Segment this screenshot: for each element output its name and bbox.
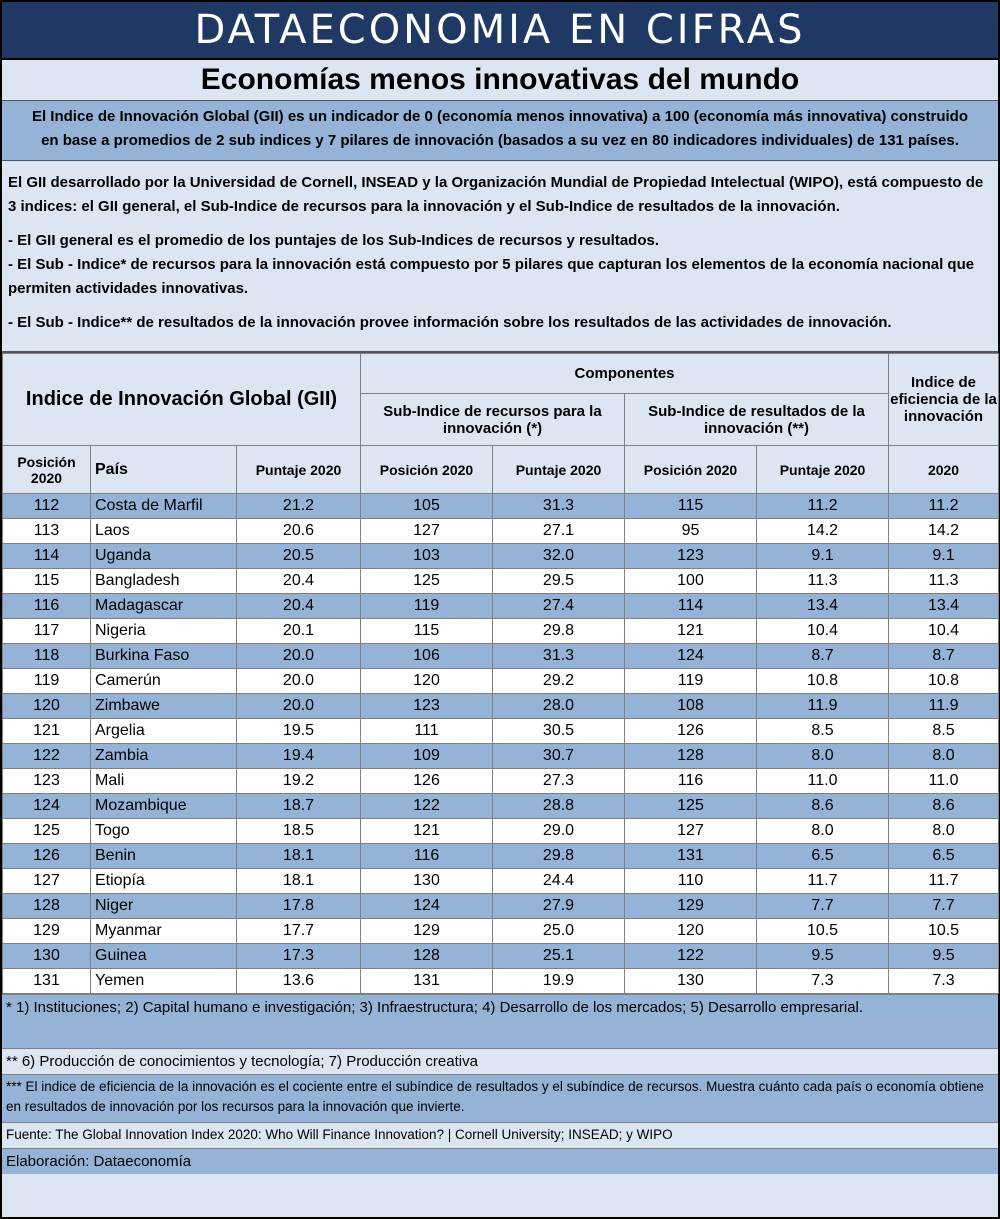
table-row	[3, 894, 999, 919]
cell-score: 20.6	[237, 519, 361, 544]
cell-input-score: 28.8	[493, 794, 625, 819]
cell-score: 19.2	[237, 769, 361, 794]
table-row	[3, 744, 999, 769]
cell-input-score: 27.4	[493, 594, 625, 619]
cell-input-score: 19.9	[493, 969, 625, 994]
cell-output-position: 108	[625, 694, 757, 719]
cell-input-score: 28.0	[493, 694, 625, 719]
cell-country: Madagascar	[91, 594, 237, 619]
credit-note: Elaboración: Dataeconomía	[2, 1148, 998, 1174]
cell-input-position: 129	[361, 919, 493, 944]
cell-output-score: 8.0	[757, 819, 889, 844]
cell-score: 20.0	[237, 644, 361, 669]
cell-input-position: 123	[361, 694, 493, 719]
cell-output-score: 11.9	[757, 694, 889, 719]
cell-output-position: 125	[625, 794, 757, 819]
cell-input-position: 111	[361, 719, 493, 744]
efficiency-header: Indice de eficiencia de la innovación	[889, 354, 999, 446]
cell-output-position: 124	[625, 644, 757, 669]
cell-score: 18.7	[237, 794, 361, 819]
col-header-input-position: Posición 2020	[361, 446, 493, 494]
cell-output-score: 8.7	[757, 644, 889, 669]
cell-country: Bangladesh	[91, 569, 237, 594]
cell-efficiency: 8.6	[889, 794, 999, 819]
cell-country: Camerún	[91, 669, 237, 694]
table-row	[3, 844, 999, 869]
cell-input-score: 27.3	[493, 769, 625, 794]
cell-efficiency: 8.0	[889, 819, 999, 844]
cell-input-position: 124	[361, 894, 493, 919]
table-row	[3, 494, 999, 519]
description	[2, 161, 998, 353]
cell-input-position: 130	[361, 869, 493, 894]
cell-efficiency: 11.0	[889, 769, 999, 794]
page-title: Economías menos innovativas del mundo	[2, 60, 998, 101]
col-header-score: Puntaje 2020	[237, 446, 361, 494]
table-row	[3, 519, 999, 544]
cell-score: 17.7	[237, 919, 361, 944]
cell-score: 20.0	[237, 669, 361, 694]
cell-position: 114	[3, 544, 91, 569]
cell-output-position: 130	[625, 969, 757, 994]
cell-output-position: 127	[625, 819, 757, 844]
cell-country: Guinea	[91, 944, 237, 969]
cell-country: Burkina Faso	[91, 644, 237, 669]
cell-input-position: 125	[361, 569, 493, 594]
cell-efficiency: 11.2	[889, 494, 999, 519]
cell-output-position: 110	[625, 869, 757, 894]
desc-paragraph-3: - El Sub - Indice* de recursos para la innovación está compuesto por 5 pilares que capturan los elementos de la economía nacional que permiten actividades innovativas.	[8, 256, 975, 297]
cell-output-score: 7.7	[757, 894, 889, 919]
table-row	[3, 794, 999, 819]
col-header-position: Posición 2020	[3, 446, 91, 494]
cell-input-position: 119	[361, 594, 493, 619]
cell-input-position: 126	[361, 769, 493, 794]
cell-output-score: 9.1	[757, 544, 889, 569]
cell-input-score: 29.8	[493, 619, 625, 644]
cell-efficiency: 10.5	[889, 919, 999, 944]
cell-country: Costa de Marfil	[91, 494, 237, 519]
cell-output-position: 122	[625, 944, 757, 969]
cell-input-position: 131	[361, 969, 493, 994]
cell-output-score: 7.3	[757, 969, 889, 994]
table-row	[3, 644, 999, 669]
table-row	[3, 869, 999, 894]
table-row	[3, 719, 999, 744]
cell-score: 18.1	[237, 844, 361, 869]
cell-input-position: 122	[361, 794, 493, 819]
cell-efficiency: 7.3	[889, 969, 999, 994]
cell-output-score: 10.5	[757, 919, 889, 944]
cell-efficiency: 10.8	[889, 669, 999, 694]
cell-score: 17.3	[237, 944, 361, 969]
cell-efficiency: 9.5	[889, 944, 999, 969]
intro-text	[2, 101, 998, 161]
cell-input-position: 106	[361, 644, 493, 669]
footnote-2: ** 6) Producción de conocimientos y tecnología; 7) Producción creativa	[2, 1048, 998, 1074]
intro-line-1: El Indice de Innovación Global (GII) es un indicador de 0 (economía menos innovativa) a 100 (economía más innovativa) construido	[31, 108, 969, 125]
cell-position: 130	[3, 944, 91, 969]
col-header-input-score: Puntaje 2020	[493, 446, 625, 494]
table-main-title: Indice de Innovación Global (GII)	[3, 354, 361, 446]
cell-position: 118	[3, 644, 91, 669]
cell-score: 20.1	[237, 619, 361, 644]
cell-position: 122	[3, 744, 91, 769]
cell-input-position: 120	[361, 669, 493, 694]
cell-position: 121	[3, 719, 91, 744]
cell-output-position: 100	[625, 569, 757, 594]
cell-position: 119	[3, 669, 91, 694]
cell-output-position: 95	[625, 519, 757, 544]
cell-input-score: 29.8	[493, 844, 625, 869]
cell-position: 123	[3, 769, 91, 794]
cell-input-position: 128	[361, 944, 493, 969]
cell-output-position: 129	[625, 894, 757, 919]
cell-country: Mozambique	[91, 794, 237, 819]
cell-efficiency: 13.4	[889, 594, 999, 619]
table-row	[3, 919, 999, 944]
cell-country: Zambia	[91, 744, 237, 769]
cell-output-score: 11.7	[757, 869, 889, 894]
cell-input-score: 27.9	[493, 894, 625, 919]
cell-output-score: 8.6	[757, 794, 889, 819]
intro-line-2: en base a promedios de 2 sub indices y 7 pilares de innovación (basados a su vez en 80 indicadores individuales) de 131 países.	[41, 132, 959, 149]
cell-country: Yemen	[91, 969, 237, 994]
cell-position: 116	[3, 594, 91, 619]
banner-title: DATAECONOMIA EN CIFRAS	[2, 2, 998, 60]
cell-efficiency: 9.1	[889, 544, 999, 569]
table-row	[3, 569, 999, 594]
cell-efficiency: 6.5	[889, 844, 999, 869]
cell-efficiency: 8.7	[889, 644, 999, 669]
cell-input-score: 25.1	[493, 944, 625, 969]
cell-score: 19.5	[237, 719, 361, 744]
col-header-output-score: Puntaje 2020	[757, 446, 889, 494]
table-row	[3, 594, 999, 619]
cell-efficiency: 10.4	[889, 619, 999, 644]
cell-score: 18.5	[237, 819, 361, 844]
cell-efficiency: 7.7	[889, 894, 999, 919]
table-row	[3, 694, 999, 719]
cell-input-score: 25.0	[493, 919, 625, 944]
cell-position: 131	[3, 969, 91, 994]
cell-efficiency: 8.0	[889, 744, 999, 769]
table-body	[3, 494, 999, 994]
cell-efficiency: 11.3	[889, 569, 999, 594]
table-row	[3, 969, 999, 994]
cell-output-score: 11.0	[757, 769, 889, 794]
cell-country: Mali	[91, 769, 237, 794]
cell-input-position: 115	[361, 619, 493, 644]
table-row	[3, 669, 999, 694]
cell-input-score: 32.0	[493, 544, 625, 569]
cell-input-score: 30.7	[493, 744, 625, 769]
cell-output-position: 121	[625, 619, 757, 644]
cell-position: 112	[3, 494, 91, 519]
table-row	[3, 944, 999, 969]
cell-output-score: 11.2	[757, 494, 889, 519]
cell-efficiency: 14.2	[889, 519, 999, 544]
source-note: Fuente: The Global Innovation Index 2020: Who Will Finance Innovation? | Cornell University; INSEAD; y WIPO	[2, 1122, 998, 1148]
cell-position: 120	[3, 694, 91, 719]
cell-country: Myanmar	[91, 919, 237, 944]
cell-score: 18.1	[237, 869, 361, 894]
table-row	[3, 619, 999, 644]
footnote-3: *** El indice de eficiencia de la innovación es el cociente entre el subíndice de resultados y el subíndice de recursos. Muestra cuánto cada país o economía obtiene en resultados de innovación por los recursos para la innovación que invierte.	[2, 1074, 998, 1122]
output-subindex-header: Sub-Indice de resultados de la innovación (**)	[625, 394, 889, 446]
cell-input-score: 29.0	[493, 819, 625, 844]
cell-position: 117	[3, 619, 91, 644]
cell-output-score: 13.4	[757, 594, 889, 619]
cell-output-score: 14.2	[757, 519, 889, 544]
cell-output-score: 8.0	[757, 744, 889, 769]
cell-output-position: 116	[625, 769, 757, 794]
cell-output-score: 10.8	[757, 669, 889, 694]
cell-output-position: 120	[625, 919, 757, 944]
cell-output-position: 114	[625, 594, 757, 619]
cell-input-score: 24.4	[493, 869, 625, 894]
cell-score: 19.4	[237, 744, 361, 769]
col-header-output-position: Posición 2020	[625, 446, 757, 494]
cell-input-position: 121	[361, 819, 493, 844]
cell-output-score: 10.4	[757, 619, 889, 644]
desc-paragraph-1: El GII desarrollado por la Universidad de Cornell, INSEAD y la Organización Mundial de Propiedad Intelectual (WIPO), está compuesto de 3 indices: el GII general, el Sub-Indice de recursos para la innovación y el Sub-Indice de resultados de la innovación.	[8, 174, 984, 215]
col-header-country: País	[91, 446, 237, 494]
cell-input-score: 31.3	[493, 494, 625, 519]
cell-input-score: 30.5	[493, 719, 625, 744]
cell-position: 124	[3, 794, 91, 819]
cell-position: 126	[3, 844, 91, 869]
cell-output-score: 11.3	[757, 569, 889, 594]
cell-input-score: 27.1	[493, 519, 625, 544]
cell-output-position: 131	[625, 844, 757, 869]
cell-output-position: 126	[625, 719, 757, 744]
cell-country: Argelia	[91, 719, 237, 744]
cell-output-score: 6.5	[757, 844, 889, 869]
cell-score: 21.2	[237, 494, 361, 519]
table-row	[3, 819, 999, 844]
cell-position: 129	[3, 919, 91, 944]
cell-score: 17.8	[237, 894, 361, 919]
cell-efficiency: 8.5	[889, 719, 999, 744]
cell-input-score: 31.3	[493, 644, 625, 669]
cell-score: 13.6	[237, 969, 361, 994]
cell-output-score: 8.5	[757, 719, 889, 744]
footnote-1: * 1) Instituciones; 2) Capital humano e investigación; 3) Infraestructura; 4) Desarrollo de los mercados; 5) Desarrollo empresarial.	[2, 994, 998, 1048]
cell-country: Niger	[91, 894, 237, 919]
cell-country: Nigeria	[91, 619, 237, 644]
table-row	[3, 769, 999, 794]
cell-input-score: 29.5	[493, 569, 625, 594]
cell-country: Togo	[91, 819, 237, 844]
cell-output-position: 128	[625, 744, 757, 769]
cell-position: 128	[3, 894, 91, 919]
cell-position: 115	[3, 569, 91, 594]
gii-table	[2, 353, 999, 994]
cell-country: Etiopía	[91, 869, 237, 894]
cell-input-position: 105	[361, 494, 493, 519]
cell-output-position: 123	[625, 544, 757, 569]
cell-efficiency: 11.7	[889, 869, 999, 894]
cell-country: Zimbawe	[91, 694, 237, 719]
cell-score: 20.0	[237, 694, 361, 719]
cell-position: 113	[3, 519, 91, 544]
col-header-efficiency: 2020	[889, 446, 999, 494]
cell-country: Laos	[91, 519, 237, 544]
cell-efficiency: 11.9	[889, 694, 999, 719]
cell-country: Uganda	[91, 544, 237, 569]
table-row	[3, 544, 999, 569]
desc-paragraph-2: - El GII general es el promedio de los puntajes de los Sub-Indices de recursos y resultados.	[8, 232, 660, 249]
input-subindex-header: Sub-Indice de recursos para la innovación (*)	[361, 394, 625, 446]
cell-input-position: 127	[361, 519, 493, 544]
cell-input-position: 116	[361, 844, 493, 869]
components-header: Componentes	[361, 354, 889, 394]
cell-output-position: 115	[625, 494, 757, 519]
cell-input-position: 103	[361, 544, 493, 569]
cell-score: 20.5	[237, 544, 361, 569]
cell-input-position: 109	[361, 744, 493, 769]
cell-output-position: 119	[625, 669, 757, 694]
desc-paragraph-4: - El Sub - Indice** de resultados de la innovación provee información sobre los resultados de las actividades de innovación.	[8, 314, 892, 331]
cell-input-score: 29.2	[493, 669, 625, 694]
cell-country: Benin	[91, 844, 237, 869]
cell-position: 125	[3, 819, 91, 844]
cell-score: 20.4	[237, 594, 361, 619]
cell-position: 127	[3, 869, 91, 894]
cell-score: 20.4	[237, 569, 361, 594]
cell-output-score: 9.5	[757, 944, 889, 969]
